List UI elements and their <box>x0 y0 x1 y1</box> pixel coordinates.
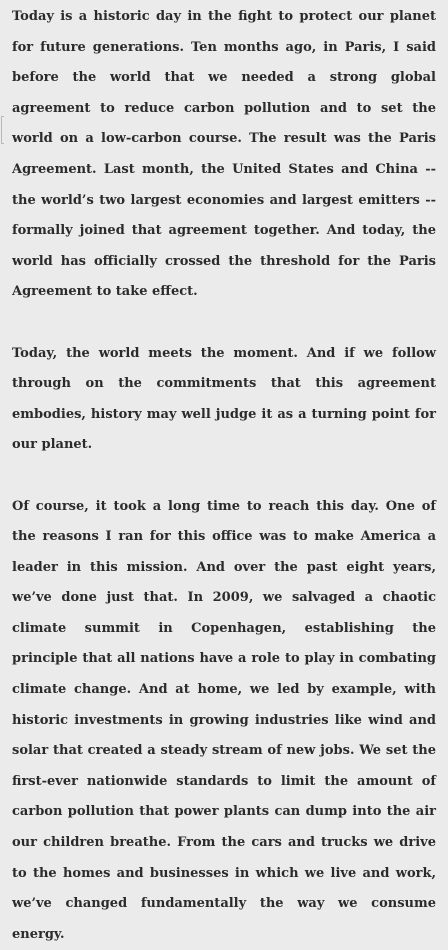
paragraph-3: Of course, it took a long time to reach this day. One of the reasons I ran for this office was to make America a leader in this mission. And over the past eight years, we’ve done just that. In 2009, we salvaged a chaotic climate summit in Copenhagen, establishing the principle that all nations have a role to play in combating climate change. And at home, we led by example, with historic investments in growing industries like wind and solar that created a steady stream of new jobs. We set the first-ever nationwide standards to limit the amount of carbon pollution that power plants can dump into the air our children breathe. From the cars and trucks we drive to the homes and businesses in which we live and work, we’ve changed fundamentally the way we consume energy. <box>12 492 436 950</box>
paragraph-1: Today is a historic day in the fight to protect our planet for future generations. Ten months ago, in Paris, I said before the world that we needed a strong global agreement to reduce carbon pollution and to set the world on a low-carbon course. The result was the Paris Agreement. Last month, the United States and China -- the world’s two largest economies and largest emitters -- formally joined that agreement together. And today, the world has officially crossed the threshold for the Paris Agreement to take effect. <box>12 2 436 308</box>
paragraph-2: Today, the world meets the moment. And if we follow through on the commitments that this agreement embodies, history may well judge it as a turning point for our planet. <box>12 339 436 461</box>
paragraph-gap <box>12 308 436 339</box>
text-cursor-marker <box>1 116 4 144</box>
paragraph-gap <box>12 461 436 492</box>
